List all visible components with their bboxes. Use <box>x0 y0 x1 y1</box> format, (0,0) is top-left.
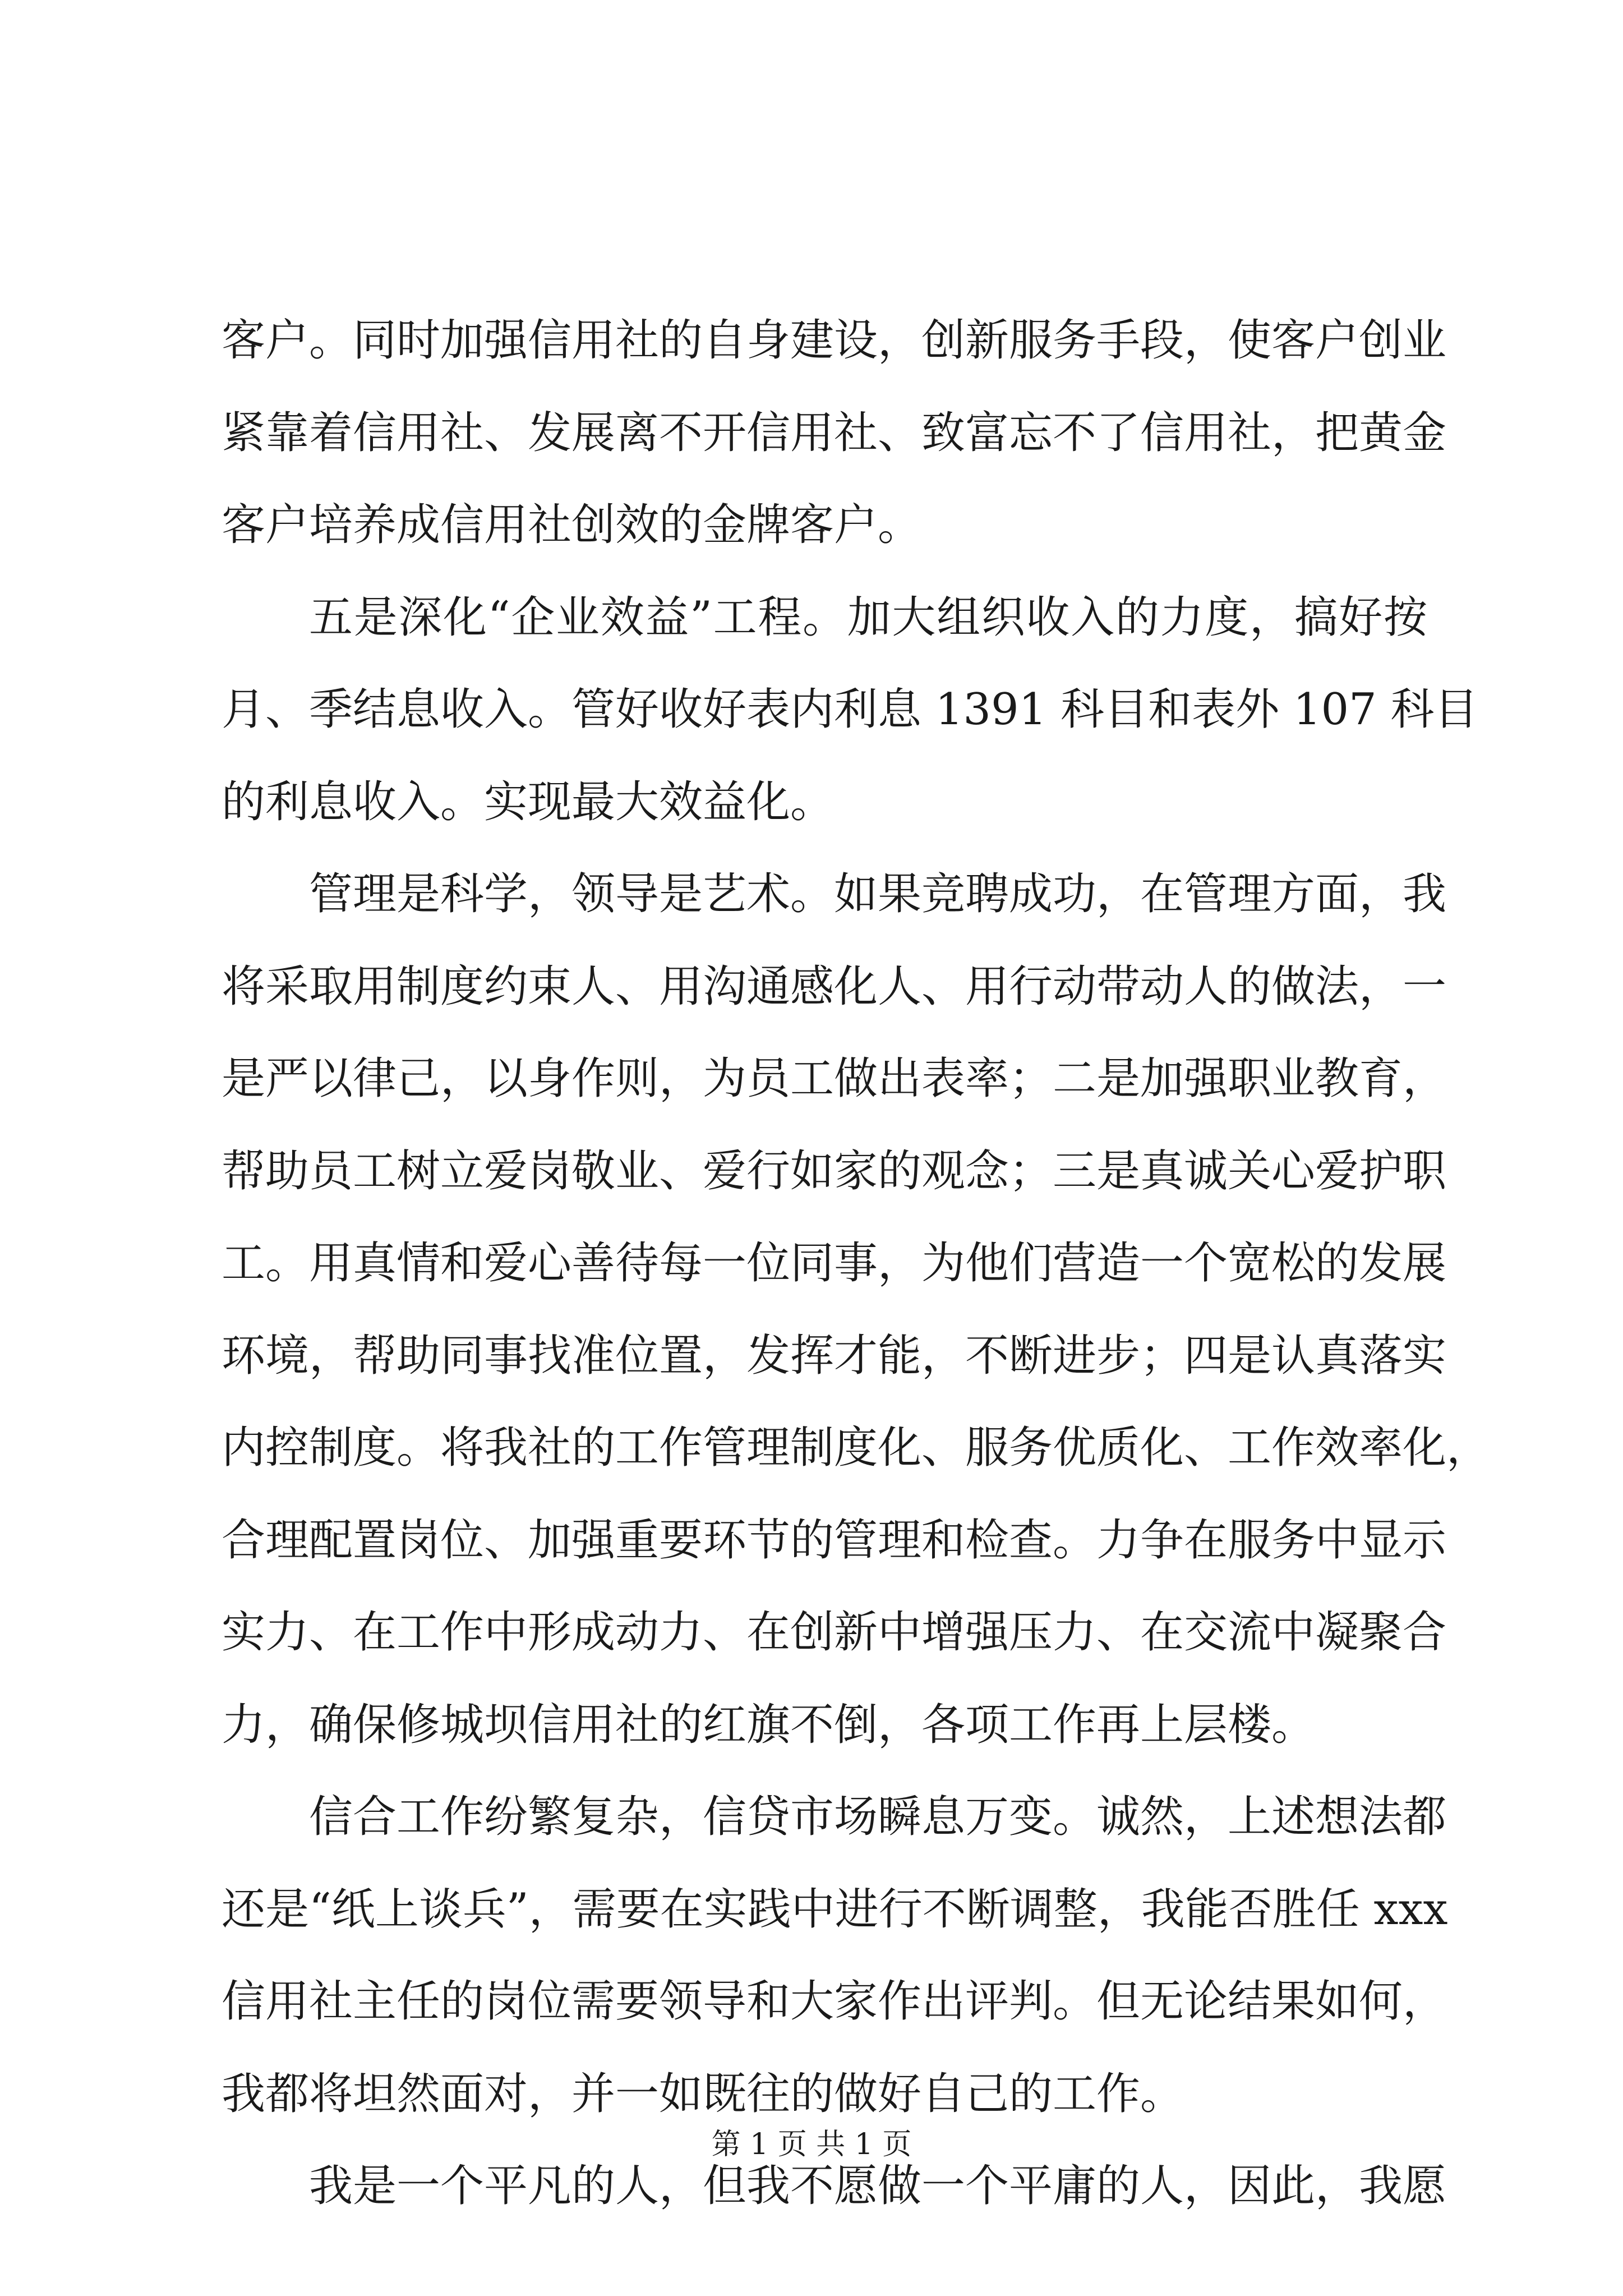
text-line: 合理配置岗位、加强重要环节的管理和检查。力争在服务中显示 <box>222 1515 1447 1566</box>
paragraph-start-line: 五是深化“企业效益”工程。加大组织收入的力度，搞好按 <box>309 592 1427 643</box>
text-line: 的利息收入。实现最大效益化。 <box>222 776 834 827</box>
document-body <box>222 295 1491 2233</box>
text-line: 工。用真情和爱心善待每一位同事，为他们营造一个宽松的发展 <box>222 1238 1447 1289</box>
text-line: 还是“纸上谈兵”，需要在实践中进行不断调整，我能否胜任 xxx <box>222 1884 1448 1935</box>
text-line: 月、季结息收入。管好收好表内利息 1391 科目和表外 107 科目 <box>222 684 1478 735</box>
text-line: 紧靠着信用社、发展离不开信用社、致富忘不了信用社，把黄金 <box>222 407 1447 458</box>
text-line: 客户培养成信用社创效的金牌客户。 <box>222 500 922 550</box>
text-line: 我都将坦然面对，并一如既往的做好自己的工作。 <box>222 2068 1184 2119</box>
text-line: 力，确保修城坝信用社的红旗不倒，各项工作再上层楼。 <box>222 1699 1316 1750</box>
text-line: 帮助员工树立爱岗敬业、爱行如家的观念；三是真诚关心爱护职 <box>222 1145 1447 1197</box>
text-line: 将采取用制度约束人、用沟通感化人、用行动带动人的做法，一 <box>222 961 1447 1012</box>
text-line: 实力、在工作中形成动力、在创新中增强压力、在交流中凝聚合 <box>222 1607 1447 1658</box>
paragraph-start-line: 信合工作纷繁复杂，信贷市场瞬息万变。诚然，上述想法都 <box>309 1792 1447 1842</box>
paragraph-start-line: 我是一个平凡的人，但我不愿做一个平庸的人，因此，我愿 <box>309 2161 1447 2211</box>
text-line: 环境，帮助同事找准位置，发挥才能，不断进步；四是认真落实 <box>222 1330 1447 1381</box>
text-line: 内控制度。将我社的工作管理制度化、服务优质化、工作效率化， <box>222 1423 1491 1473</box>
page-number-footer: 第 1 页 共 1 页 <box>711 2128 912 2161</box>
text-line: 客户。同时加强信用社的自身建设，创新服务手段，使客户创业 <box>222 315 1447 366</box>
paragraph-start-line: 管理是科学，领导是艺术。如果竞聘成功，在管理方面，我 <box>309 869 1447 919</box>
text-line: 是严以律己，以身作则，为员工做出表率；二是加强职业教育， <box>222 1053 1447 1104</box>
text-line: 信用社主任的岗位需要领导和大家作出评判。但无论结果如何， <box>222 1976 1447 2027</box>
